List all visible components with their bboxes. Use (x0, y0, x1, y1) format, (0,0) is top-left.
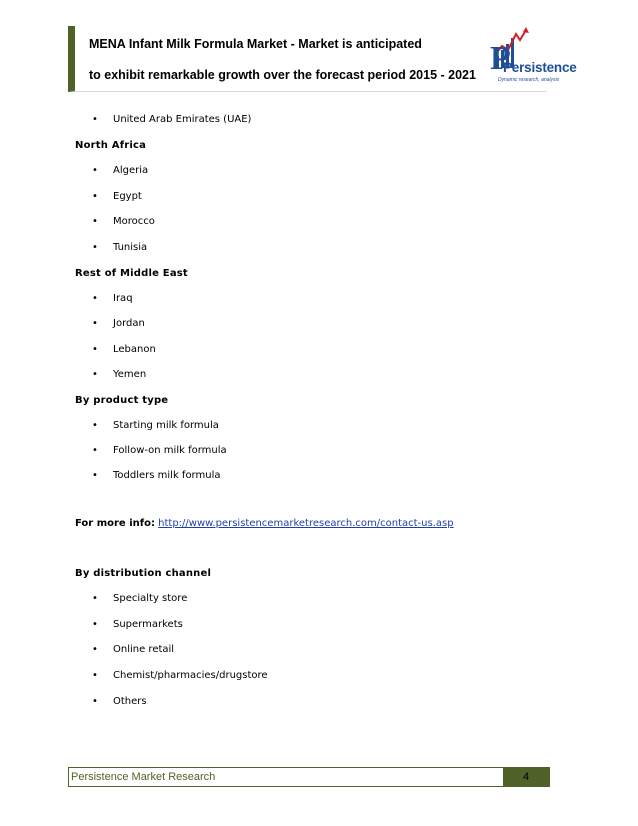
section-heading-rest-of-middle-east: Rest of Middle East (75, 268, 188, 279)
bullet-icon: • (92, 114, 98, 125)
contact-us-link[interactable]: http://www.persistencemarketresearch.com/contact-us.asp (158, 518, 454, 529)
bullet-icon: • (92, 445, 98, 456)
list-item: • Starting milk formula (92, 420, 219, 431)
bullet-icon: • (92, 369, 98, 380)
list-item: • Specialty store (92, 593, 188, 604)
section-heading-product-type: By product type (75, 395, 169, 406)
list-item: • Iraq (92, 293, 133, 304)
more-info-label: For more info: (75, 518, 155, 529)
logo-tagline: Dynamic research, analysis (498, 77, 560, 83)
list-item: • United Arab Emirates (UAE) (92, 114, 252, 125)
svg-text:P: P (490, 40, 511, 77)
logo-text: Persistence (503, 60, 577, 75)
list-item: • Online retail (92, 644, 175, 655)
list-item: • Tunisia (92, 242, 148, 253)
list-item: • Algeria (92, 165, 149, 176)
bullet-icon: • (92, 318, 98, 329)
list-item: • Morocco (92, 216, 155, 227)
bullet-icon: • (92, 420, 98, 431)
bullet-icon: • (92, 165, 98, 176)
bullet-icon: • (92, 696, 98, 707)
bullet-icon: • (92, 670, 98, 681)
header-title-line2: to exhibit remarkable growth over the forecast period 2015 - 2021 (89, 68, 476, 82)
list-item: • Egypt (92, 191, 142, 202)
section-heading-north-africa: North Africa (75, 140, 147, 151)
list-item: • Toddlers milk formula (92, 470, 221, 481)
section-heading-distribution-channel: By distribution channel (75, 568, 212, 579)
bullet-icon: • (92, 593, 98, 604)
page-footer (68, 767, 550, 787)
list-item: • Others (92, 696, 147, 707)
list-item: • Follow-on milk formula (92, 445, 227, 456)
list-item: • Supermarkets (92, 619, 183, 630)
more-info-line (75, 518, 454, 529)
list-item: • Chemist/pharmacies/drugstore (92, 670, 268, 681)
list-item: • Yemen (92, 369, 147, 380)
bullet-icon: • (92, 619, 98, 630)
bullet-icon: • (92, 344, 98, 355)
bullet-icon: • (92, 644, 98, 655)
bullet-icon: • (92, 242, 98, 253)
page-number: 4 (503, 768, 549, 786)
footer-label: Persistence Market Research (71, 771, 216, 783)
bullet-icon: • (92, 293, 98, 304)
list-item: • Jordan (92, 318, 145, 329)
list-item: • Lebanon (92, 344, 156, 355)
bullet-icon: • (92, 191, 98, 202)
bullet-icon: • (92, 216, 98, 227)
header-title-line1: MENA Infant Milk Formula Market - Market is anticipated (89, 37, 422, 51)
bullet-icon: • (92, 470, 98, 481)
